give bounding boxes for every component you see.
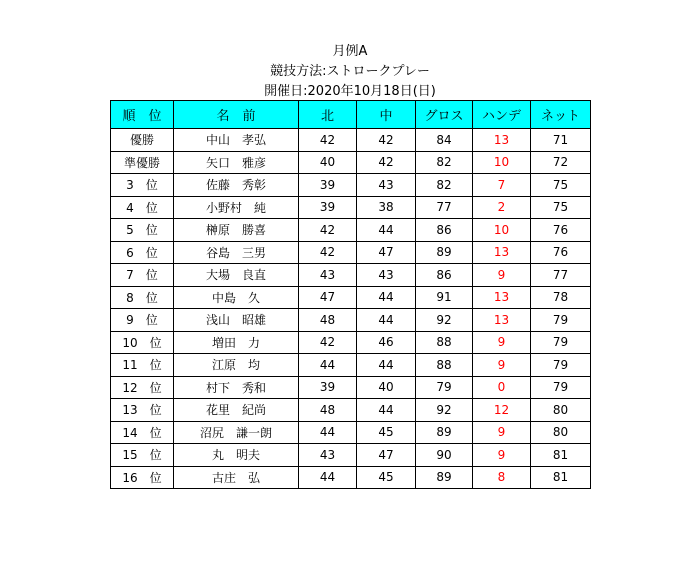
middle-score-cell: 42: [357, 151, 416, 174]
name-cell: 丸 明夫: [174, 444, 299, 467]
handicap-cell: 0: [473, 376, 531, 399]
table-row: [111, 309, 591, 332]
handicap-cell: 7: [473, 174, 531, 197]
rank-cell: 4 位: [111, 196, 174, 219]
rank-cell: 11 位: [111, 354, 174, 377]
table-row: [111, 286, 591, 309]
middle-score-cell: 44: [357, 219, 416, 242]
table-row: [111, 264, 591, 287]
handicap-cell: 9: [473, 264, 531, 287]
north-score-cell: 44: [299, 354, 357, 377]
net-score-cell: 79: [531, 309, 591, 332]
competition-format: 競技方法:ストロークプレー: [270, 64, 430, 79]
net-score-cell: 75: [531, 174, 591, 197]
handicap-cell: 10: [473, 151, 531, 174]
column-header-north: 北: [299, 101, 357, 129]
middle-score-cell: 43: [357, 264, 416, 287]
handicap-cell: 13: [473, 286, 531, 309]
results-body: [111, 129, 591, 489]
table-row: [111, 174, 591, 197]
middle-score-cell: 47: [357, 444, 416, 467]
gross-score-cell: 82: [416, 174, 473, 197]
column-header-rank: 順 位: [111, 101, 174, 129]
table-row: [111, 376, 591, 399]
middle-score-cell: 44: [357, 399, 416, 422]
rank-cell: 15 位: [111, 444, 174, 467]
column-header-net: ネット: [531, 101, 591, 129]
gross-score-cell: 89: [416, 241, 473, 264]
name-cell: 小野村 純: [174, 196, 299, 219]
middle-score-cell: 44: [357, 286, 416, 309]
gross-score-cell: 84: [416, 129, 473, 152]
column-header-name: 名 前: [174, 101, 299, 129]
north-score-cell: 42: [299, 219, 357, 242]
handicap-cell: 9: [473, 354, 531, 377]
table-row: [111, 151, 591, 174]
name-cell: 古庄 弘: [174, 466, 299, 489]
middle-score-cell: 45: [357, 466, 416, 489]
north-score-cell: 44: [299, 421, 357, 444]
column-header-gross: グロス: [416, 101, 473, 129]
table-row: [111, 421, 591, 444]
table-row: [111, 354, 591, 377]
gross-score-cell: 79: [416, 376, 473, 399]
rank-cell: 9 位: [111, 309, 174, 332]
gross-score-cell: 88: [416, 354, 473, 377]
gross-score-cell: 90: [416, 444, 473, 467]
net-score-cell: 76: [531, 219, 591, 242]
north-score-cell: 44: [299, 466, 357, 489]
table-row: [111, 196, 591, 219]
rank-cell: 12 位: [111, 376, 174, 399]
rank-cell: 準優勝: [111, 151, 174, 174]
rank-cell: 8 位: [111, 286, 174, 309]
middle-score-cell: 42: [357, 129, 416, 152]
gross-score-cell: 92: [416, 399, 473, 422]
net-score-cell: 76: [531, 241, 591, 264]
table-row: [111, 444, 591, 467]
table-row: [111, 331, 591, 354]
name-cell: 中島 久: [174, 286, 299, 309]
north-score-cell: 48: [299, 399, 357, 422]
rank-cell: 3 位: [111, 174, 174, 197]
handicap-cell: 10: [473, 219, 531, 242]
column-header-middle: 中: [357, 101, 416, 129]
handicap-cell: 13: [473, 309, 531, 332]
table-row: [111, 219, 591, 242]
rank-cell: 10 位: [111, 331, 174, 354]
net-score-cell: 79: [531, 331, 591, 354]
table-row: [111, 129, 591, 152]
name-cell: 佐藤 秀彰: [174, 174, 299, 197]
page-title: 月例A: [332, 44, 368, 59]
gross-score-cell: 92: [416, 309, 473, 332]
results-table: [110, 100, 591, 489]
net-score-cell: 81: [531, 444, 591, 467]
rank-cell: 14 位: [111, 421, 174, 444]
middle-score-cell: 44: [357, 354, 416, 377]
net-score-cell: 79: [531, 376, 591, 399]
name-cell: 沼尻 謙一朗: [174, 421, 299, 444]
rank-cell: 優勝: [111, 129, 174, 152]
rank-cell: 16 位: [111, 466, 174, 489]
event-date: 開催日:2020年10月18日(日): [264, 84, 436, 99]
north-score-cell: 43: [299, 444, 357, 467]
column-header-handicap: ハンデ: [473, 101, 531, 129]
middle-score-cell: 45: [357, 421, 416, 444]
middle-score-cell: 40: [357, 376, 416, 399]
handicap-cell: 9: [473, 421, 531, 444]
net-score-cell: 80: [531, 421, 591, 444]
gross-score-cell: 89: [416, 466, 473, 489]
handicap-cell: 13: [473, 241, 531, 264]
name-cell: 中山 孝弘: [174, 129, 299, 152]
handicap-cell: 13: [473, 129, 531, 152]
north-score-cell: 39: [299, 174, 357, 197]
gross-score-cell: 91: [416, 286, 473, 309]
middle-score-cell: 38: [357, 196, 416, 219]
handicap-cell: 9: [473, 444, 531, 467]
north-score-cell: 43: [299, 264, 357, 287]
north-score-cell: 47: [299, 286, 357, 309]
gross-score-cell: 77: [416, 196, 473, 219]
middle-score-cell: 47: [357, 241, 416, 264]
name-cell: 矢口 雅彦: [174, 151, 299, 174]
table-row: [111, 466, 591, 489]
north-score-cell: 42: [299, 241, 357, 264]
north-score-cell: 42: [299, 129, 357, 152]
name-cell: 村下 秀和: [174, 376, 299, 399]
middle-score-cell: 44: [357, 309, 416, 332]
name-cell: 大場 良直: [174, 264, 299, 287]
net-score-cell: 75: [531, 196, 591, 219]
net-score-cell: 81: [531, 466, 591, 489]
gross-score-cell: 82: [416, 151, 473, 174]
gross-score-cell: 86: [416, 219, 473, 242]
net-score-cell: 72: [531, 151, 591, 174]
name-cell: 浅山 昭雄: [174, 309, 299, 332]
net-score-cell: 71: [531, 129, 591, 152]
gross-score-cell: 89: [416, 421, 473, 444]
handicap-cell: 9: [473, 331, 531, 354]
handicap-cell: 8: [473, 466, 531, 489]
table-row: [111, 241, 591, 264]
net-score-cell: 78: [531, 286, 591, 309]
name-cell: 榊原 勝喜: [174, 219, 299, 242]
rank-cell: 6 位: [111, 241, 174, 264]
net-score-cell: 79: [531, 354, 591, 377]
middle-score-cell: 43: [357, 174, 416, 197]
name-cell: 花里 紀尚: [174, 399, 299, 422]
name-cell: 増田 力: [174, 331, 299, 354]
rank-cell: 5 位: [111, 219, 174, 242]
handicap-cell: 2: [473, 196, 531, 219]
heading-block: [110, 42, 590, 102]
north-score-cell: 39: [299, 196, 357, 219]
net-score-cell: 77: [531, 264, 591, 287]
table-header-row: [111, 101, 591, 129]
north-score-cell: 42: [299, 331, 357, 354]
rank-cell: 7 位: [111, 264, 174, 287]
table-row: [111, 399, 591, 422]
middle-score-cell: 46: [357, 331, 416, 354]
north-score-cell: 48: [299, 309, 357, 332]
gross-score-cell: 86: [416, 264, 473, 287]
name-cell: 江原 均: [174, 354, 299, 377]
north-score-cell: 39: [299, 376, 357, 399]
rank-cell: 13 位: [111, 399, 174, 422]
handicap-cell: 12: [473, 399, 531, 422]
north-score-cell: 40: [299, 151, 357, 174]
gross-score-cell: 88: [416, 331, 473, 354]
name-cell: 谷島 三男: [174, 241, 299, 264]
net-score-cell: 80: [531, 399, 591, 422]
